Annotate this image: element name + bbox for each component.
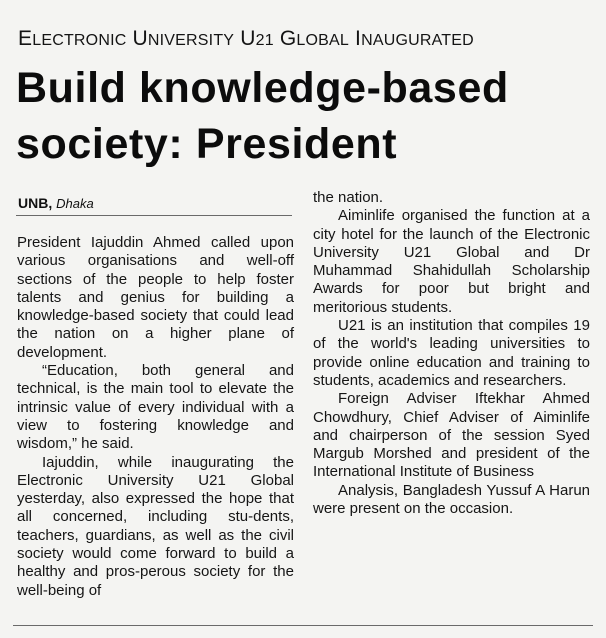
paragraph: Aiminlife organised the function at a city hotel for the launch of the Electronic University U21 Global and Dr Muhammad Shahidullah Scholarship Awards for poor but bright and meritorious students. [313,207,590,316]
headline-line-1: Build knowledge-based [16,64,509,112]
byline [18,195,94,211]
article-column-2 [313,189,590,518]
article-column-1 [17,234,294,600]
article-kicker: ELECTRONIC UNIVERSITY U21 GLOBAL INAUGURATED [18,27,474,50]
paragraph: Foreign Adviser Iftekhar Ahmed Chowdhury, Chief Adviser of Aiminlife and chairperson of the session Syed Margub Morshed and president of the International Institute of Business [313,390,590,481]
byline-agency: UNB, [18,195,53,211]
article-headline [16,60,509,172]
paragraph: Iajuddin, while inaugurating the Electronic University U21 Global yesterday, also expressed the hope that all concerned, including stu-dents, teachers, guardians, as well as the civil society would come forward to build a healthy and pros-perous society for the well-being of [17,453,294,599]
paragraph: the nation. [313,189,384,206]
paragraph: Analysis, Bangladesh Yussuf A Harun were present on the occasion. [313,481,590,518]
paragraph: U21 is an institution that compiles 19 of the world's leading universities to provide online education and training to students, academics and researchers. [313,317,590,389]
headline-line-2: society: President [16,120,398,168]
paragraph: President Iajuddin Ahmed called upon various organisations and well-off sections of the people to help foster talents and genius for building a knowledge-based society that could lead the nation on a higher plane of development. [17,234,294,361]
bottom-rule [13,625,593,626]
byline-rule [16,215,292,216]
paragraph: “Education, both general and technical, is the main tool to elevate the intrinsic value of every individual with a view to fostering knowledge and wisdom,” he said. [17,362,294,453]
byline-place: Dhaka [56,196,94,211]
